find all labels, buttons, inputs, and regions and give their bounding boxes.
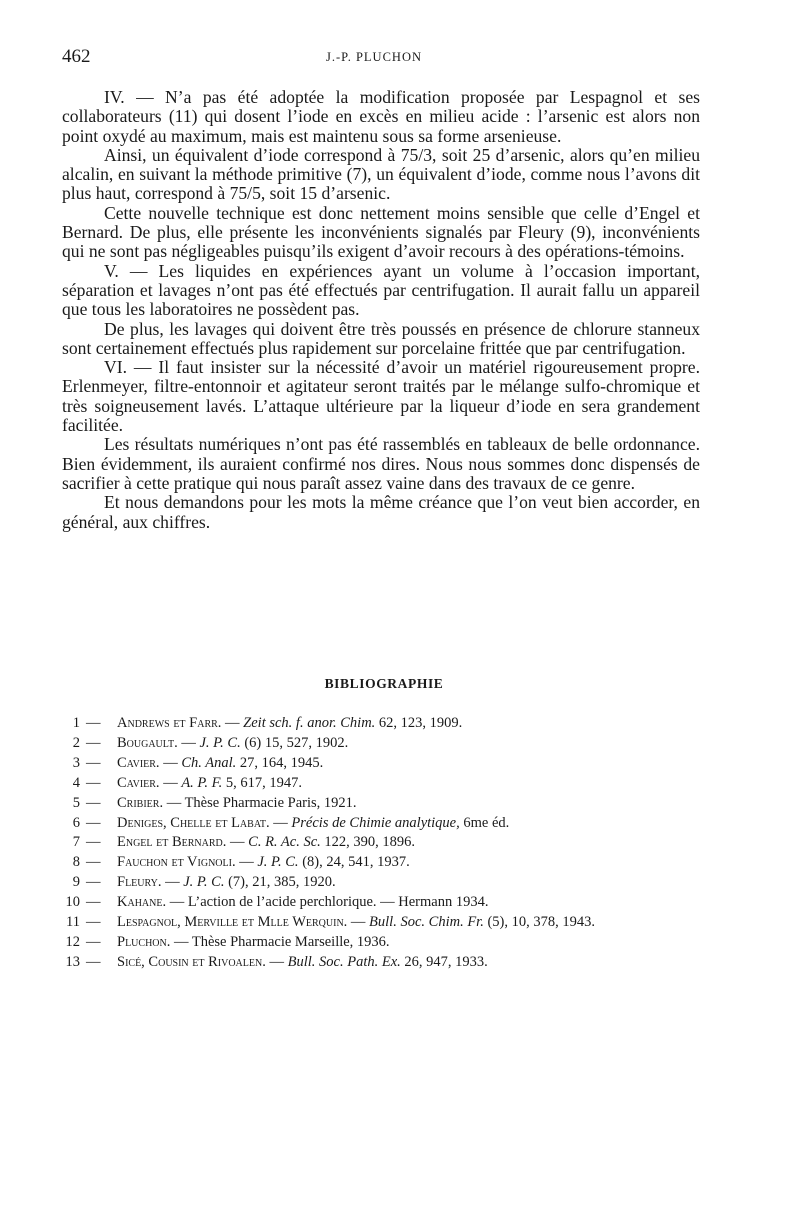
- bibliography-list: [62, 714, 702, 973]
- bibliography-entry: [62, 833, 702, 853]
- entry-authors: Cribier.: [117, 794, 164, 811]
- entry-title: C. R. Ac. Sc.: [248, 834, 321, 851]
- entry-details: (7), 21, 385, 1920.: [224, 874, 336, 891]
- entry-separator: —: [177, 734, 200, 751]
- entry-details: 6me éd.: [459, 814, 510, 831]
- entry-title: J. P. C.: [183, 874, 225, 891]
- entry-number: 8: [72, 854, 80, 871]
- entry-separator: —: [161, 874, 184, 891]
- entry-number: 5: [72, 794, 80, 811]
- entry-dash: —: [86, 854, 101, 871]
- bibliography-entry: [62, 853, 702, 873]
- entry-dash: —: [86, 953, 101, 970]
- entry-number: 11: [66, 914, 80, 931]
- entry-authors: Engel et Bernard.: [117, 834, 227, 851]
- entry-separator: —: [226, 834, 249, 851]
- entry-number: 7: [72, 834, 80, 851]
- entry-dash: —: [86, 734, 101, 751]
- entry-number: 12: [65, 933, 80, 950]
- bibliography-heading: BIBLIOGRAPHIE: [324, 676, 444, 691]
- entry-details: 26, 947, 1933.: [400, 953, 488, 970]
- entry-separator: —: [265, 953, 288, 970]
- entry-separator: —: [269, 814, 292, 831]
- entry-separator: —: [159, 774, 182, 791]
- paragraph: Les résultats numériques n’ont pas été rassemblés en tableaux de belle ordonnance. Bien évidemment, ils auraient confirmé nos dires. Nous nous sommes donc dispensés de sacrifier à cette pratique qui nous paraît assez vaine dans des travaux de ce genre.: [62, 434, 700, 493]
- entry-authors: Pluchon.: [117, 933, 171, 950]
- entry-details: L’action de l’acide perchlorique. — Hermann 1934.: [187, 894, 489, 911]
- bibliography-entry: [62, 754, 702, 774]
- bibliography-entry: [62, 913, 702, 933]
- entry-authors: Lespagnol, Merville et Mlle Werquin.: [117, 914, 348, 931]
- entry-title: J. P. C.: [257, 854, 299, 871]
- entry-authors: Sicé, Cousin et Rivoalen.: [117, 953, 266, 970]
- entry-separator: —: [163, 794, 185, 811]
- bibliography-entry: [62, 794, 702, 814]
- entry-number: 10: [65, 894, 80, 911]
- entry-dash: —: [86, 933, 101, 950]
- entry-details: (5), 10, 378, 1943.: [483, 914, 596, 931]
- entry-title: Zeit sch. f. anor. Chim.: [243, 715, 376, 731]
- body-text: [62, 88, 700, 532]
- entry-number: 4: [72, 774, 80, 791]
- entry-title: Bull. Soc. Path. Ex.: [287, 953, 401, 970]
- running-title: J.-P. PLUCHON: [326, 50, 423, 64]
- entry-authors: Kahane.: [117, 894, 167, 911]
- entry-separator: —: [170, 933, 192, 950]
- entry-title: Bull. Soc. Chim. Fr.: [369, 914, 484, 931]
- entry-details: 62, 123, 1909.: [375, 715, 463, 731]
- entry-title: Précis de Chimie analytique,: [291, 814, 460, 831]
- entry-title: J. P. C.: [199, 734, 241, 751]
- entry-separator: —: [166, 894, 188, 911]
- entry-details: (6) 15, 527, 1902.: [240, 734, 349, 751]
- entry-details: 5, 617, 1947.: [222, 774, 303, 791]
- bibliography-entry: [62, 873, 702, 893]
- entry-dash: —: [86, 834, 101, 851]
- entry-dash: —: [86, 794, 101, 811]
- bibliography-entry: [62, 814, 702, 834]
- page-header: [62, 46, 760, 70]
- bibliography-entry: [62, 734, 702, 754]
- paragraph: Cette nouvelle technique est donc nettement moins sensible que celle d’Engel et Bernard. De plus, elle présente les inconvénients signalés par Fleury (9), inconvénients qui ne sont pas négligeables puisqu’ils exigent d’avoir recours à des opérations-témoins.: [62, 202, 700, 262]
- entry-dash: —: [86, 874, 101, 891]
- paragraph: Ainsi, un équivalent d’iode correspond à 75/3, soit 25 d’arsenic, alors qu’en milieu alcalin, en suivant la méthode primitive (7), un équivalent d’iode, comme nous l’avons dit plus haut, correspond à 75/5, soit 15 d’arsenic.: [62, 144, 700, 204]
- entry-number: 6: [72, 814, 80, 831]
- entry-details: Thèse Pharmacie Paris, 1921.: [184, 794, 357, 811]
- entry-authors: Cavier.: [117, 754, 160, 771]
- entry-details: 27, 164, 1945.: [236, 754, 324, 771]
- entry-authors: Bougault.: [117, 734, 178, 751]
- entry-dash: —: [86, 715, 101, 731]
- entry-authors: Fleury.: [117, 874, 162, 891]
- entry-dash: —: [86, 914, 101, 931]
- paragraph: V. — Les liquides en expériences ayant un volume à l’occasion important, séparation et lavages n’ont pas été effectués par centrifugation. Il aurait fallu un appareil que tous les laboratoires ne possèdent pas.: [62, 260, 700, 320]
- paragraph: De plus, les lavages qui doivent être très poussés en présence de chlorure stanneux sont certainement effectués plus rapidement sur porcelaine frittée que par centrifugation.: [62, 318, 700, 358]
- entry-number: 3: [72, 754, 80, 771]
- entry-number: 2: [72, 734, 80, 751]
- entry-number: 9: [72, 874, 80, 891]
- entry-separator: —: [221, 715, 244, 731]
- entry-dash: —: [86, 894, 101, 911]
- page-number: 462: [62, 46, 91, 67]
- paragraph: VI. — Il faut insister sur la nécessité d’avoir un matériel rigoureusement propre. Erlenmeyer, filtre-entonnoir et agitateur seront traités par le mélange sulfo-chromique et très soigneusement lavés. L’attaque ultérieure par la liqueur d’iode en sera grandement facilitée.: [62, 357, 700, 436]
- bibliography-entry: [62, 774, 702, 794]
- entry-number: 1: [72, 715, 80, 731]
- entry-title: A. P. F.: [181, 774, 223, 791]
- paragraph: Et nous demandons pour les mots la même créance que l’on veut bien accorder, en général, aux chiffres.: [62, 492, 700, 532]
- entry-authors: Deniges, Chelle et Labat.: [117, 814, 270, 831]
- entry-authors: Cavier.: [117, 774, 160, 791]
- entry-dash: —: [86, 814, 101, 831]
- bibliography-entry: [62, 714, 702, 734]
- entry-dash: —: [86, 754, 101, 771]
- bibliography-entry: [62, 953, 702, 973]
- entry-number: 13: [65, 953, 80, 970]
- bibliography-entry: [62, 933, 702, 953]
- entry-authors: Andrews et Farr.: [117, 715, 222, 731]
- entry-title: Ch. Anal.: [181, 754, 237, 771]
- entry-separator: —: [347, 914, 370, 931]
- entry-details: (8), 24, 541, 1937.: [298, 854, 410, 871]
- paragraph: IV. — N’a pas été adoptée la modification proposée par Lespagnol et ses collaborateurs (11) qui dosent l’iode en excès en milieu acide : l’arsenic est alors non point oxydé au maximum, mais est maintenu sous sa forme arsenieuse.: [62, 87, 700, 146]
- bibliography-entry: [62, 893, 702, 913]
- entry-separator: —: [159, 754, 182, 771]
- entry-authors: Fauchon et Vignoli.: [117, 854, 236, 871]
- entry-separator: —: [235, 854, 258, 871]
- entry-dash: —: [86, 774, 101, 791]
- entry-details: 122, 390, 1896.: [320, 834, 416, 851]
- entry-details: Thèse Pharmacie Marseille, 1936.: [191, 933, 390, 950]
